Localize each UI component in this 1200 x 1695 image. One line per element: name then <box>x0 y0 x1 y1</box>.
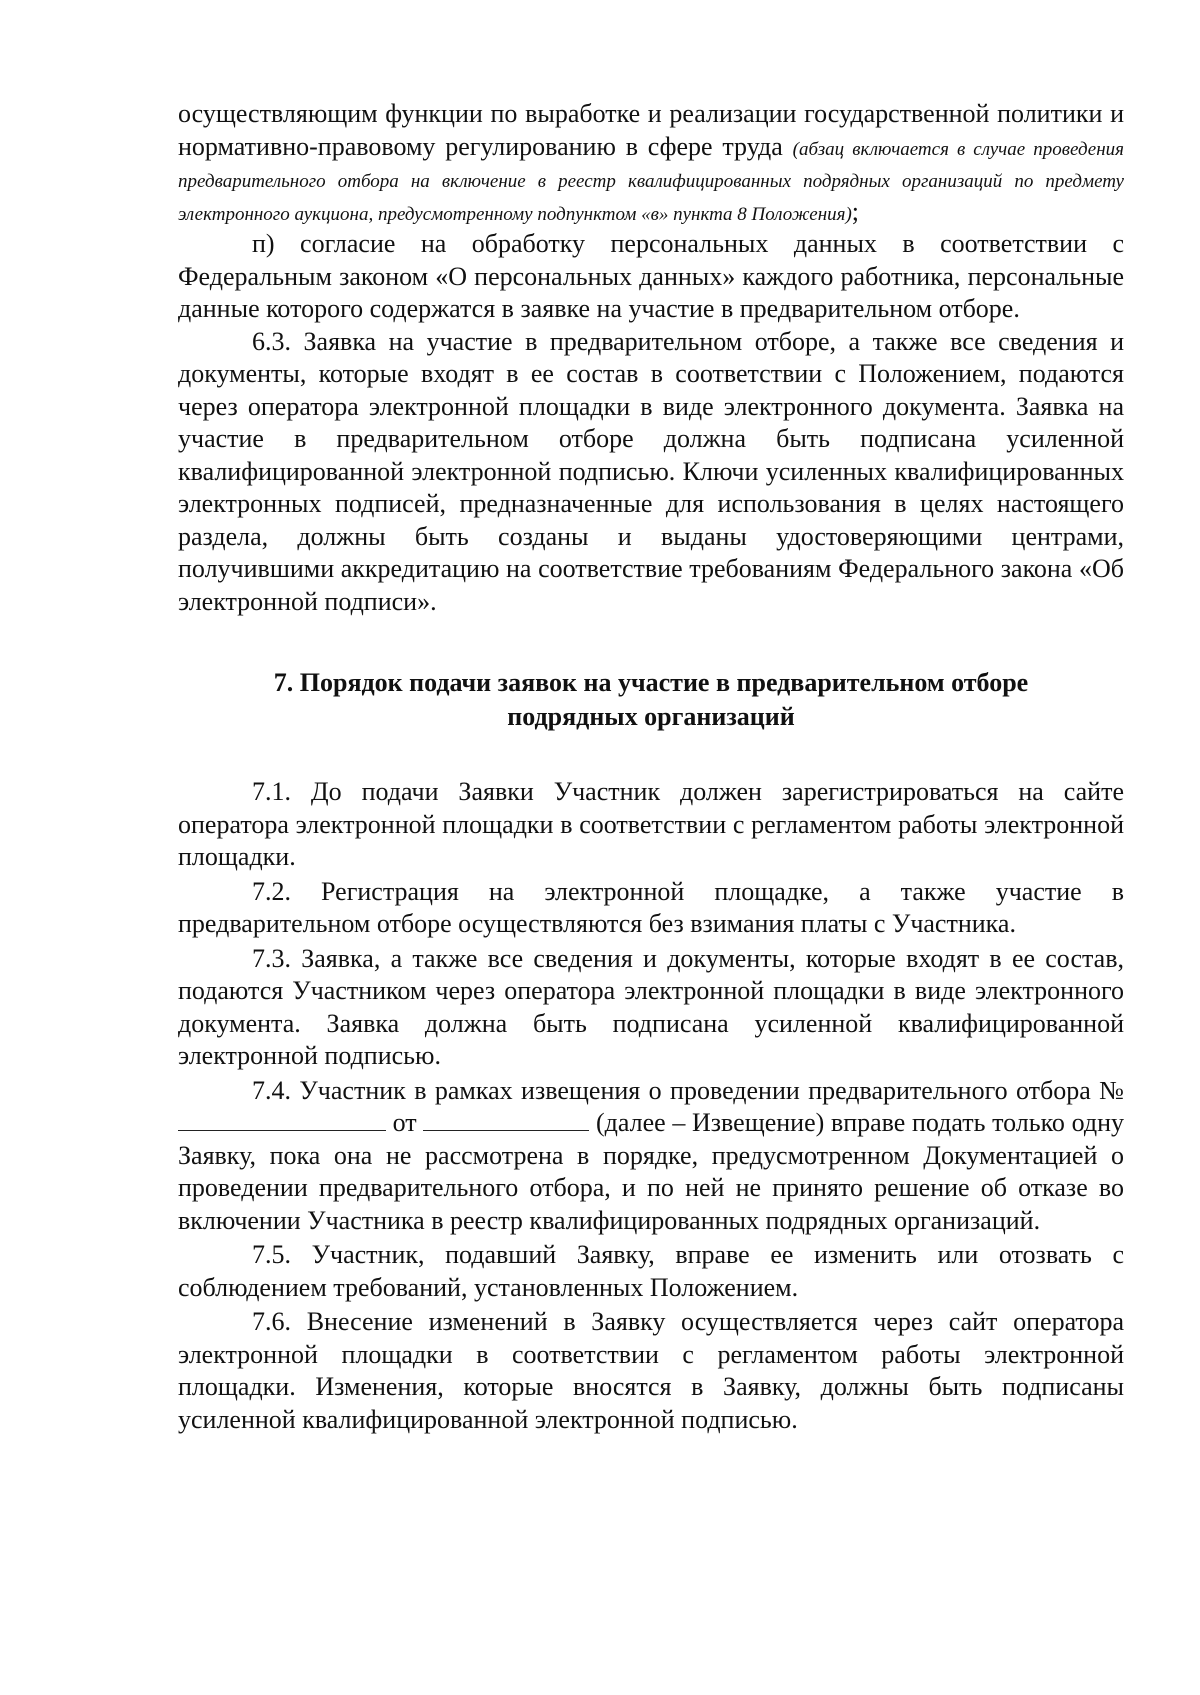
paragraph-7-2: 7.2. Регистрация на электронной площадке, а также участие в предварительном отборе осуществляются без взимания платы с Участника. <box>178 876 1124 938</box>
p7-4-part1: 7.4. Участник в рамках извещения о проведении предварительного отбора № <box>252 1075 1124 1105</box>
paragraph-7-4 <box>178 1075 1124 1238</box>
p7-4-part3: (далее – Извещение) вправе подать только одну Заявку, пока она не рассмотрена в порядке, предусмотренном Документацией о проведении предварительного отбора, и по ней не принято решение об отказе во включении Участника в реестр квалифицированных подрядных организаций. <box>178 1108 1124 1235</box>
fragment-top-italic-note: (абзац включается в случае проведения предварительного отбора на включение в реестр квалифицированных подрядных организаций по предмету электронного аукциона, предусмотренному подпунктом «в» пункта 8 Положения) <box>178 138 1124 225</box>
section-7-title-line2: подрядных организаций <box>507 702 795 731</box>
notice-number-blank-field <box>178 1108 386 1131</box>
paragraph-7-6: 7.6. Внесение изменений в Заявку осуществляется через сайт оператора электронной площадки в соответствии с регламентом работы электронной площадки. Изменения, которые вносятся в Заявку, должны быть подписаны усиленной квалифицированной электронной подписью. <box>178 1307 1124 1434</box>
fragment-top-text: осуществляющим функции по выработке и реализации государственной политики и нормативно-правовому регулированию в сфере труда <box>178 99 1124 161</box>
fragment-top-tail: ; <box>851 196 860 226</box>
p7-4-part2: от <box>386 1108 424 1137</box>
paragraph-7-5: 7.5. Участник, подавший Заявку, вправе ее изменить или отозвать с соблюдением требований, установленных Положением. <box>178 1240 1124 1302</box>
document-page <box>178 98 1124 1438</box>
paragraph-item-p: п) согласие на обработку персональных данных в соответствии с Федеральным законом «О персональных данных» каждого работника, персональные данные которого содержатся в заявке на участие в предварительном отборе. <box>178 229 1124 323</box>
section-7-body <box>178 776 1124 1436</box>
paragraph-6-3: 6.3. Заявка на участие в предварительном отборе, а также все сведения и документы, которые входят в ее состав в соответствии с Положением, подаются через оператора электронной площадки в виде электронного документа. Заявка на участие в предварительном отборе должна быть подписана усиленной квалифицированной электронной подписью. Ключи усиленных квалифицированных электронных подписей, предназначенные для использования в целях настоящего раздела, должны быть созданы и выданы удостоверяющими центрами, получившими аккредитацию на соответствие требованиям Федерального закона «Об электронной подписи». <box>178 326 1124 616</box>
notice-date-blank-field <box>423 1108 589 1131</box>
section-7-title-line1: 7. Порядок подачи заявок на участие в предварительном отборе <box>273 668 1029 697</box>
section-7-heading <box>178 666 1124 734</box>
paragraph-7-3: 7.3. Заявка, а также все сведения и документы, которые входят в ее состав, подаются Участником через оператора электронной площадки в виде электронного документа. Заявка должна быть подписана усиленной квалифицированной электронной подписью. <box>178 943 1124 1070</box>
paragraph-7-1: 7.1. До подачи Заявки Участник должен зарегистрироваться на сайте оператора электронной площадки в соответствии с регламентом работы электронной площадки. <box>178 777 1124 871</box>
paragraph-fragment-top <box>178 98 1124 228</box>
